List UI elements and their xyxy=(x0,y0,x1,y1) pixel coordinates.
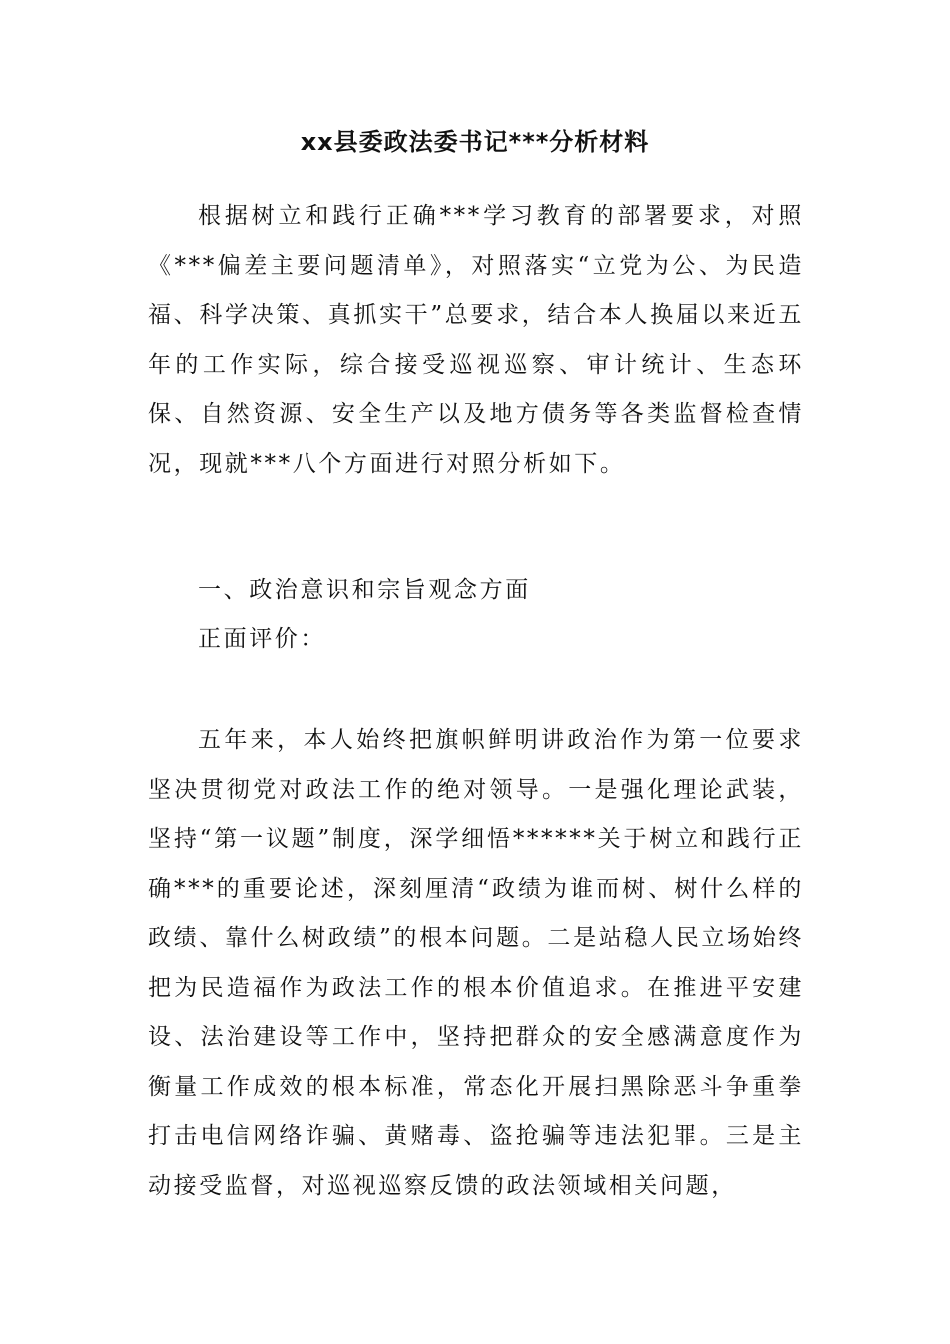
sub-heading-block xyxy=(148,615,804,665)
document-title: xx县委政法委书记***分析材料 xyxy=(300,128,650,156)
section-heading: 一、政治意识和宗旨观念方面 xyxy=(198,577,531,603)
sub-heading: 正面评价： xyxy=(198,626,326,652)
intro-paragraph-block xyxy=(148,192,804,489)
section-heading-block xyxy=(148,566,804,616)
body-paragraph: 五年来，本人始终把旗帜鲜明讲政治作为第一位要求坚决贯彻党对政法工作的绝对领导。一是强化理论武装，坚持“第一议题”制度，深学细悟******关于树立和践行正确***的重要论述，深刻厘清“政绩为谁而树、树什么样的政绩、靠什么树政绩”的根本问题。二是站稳人民立场始终把为民造福作为政法工作的根本价值追求。在推进平安建设、法治建设等工作中，坚持把群众的安全感满意度作为衡量工作成效的根本标准，常态化开展扫黑除恶斗争重拳打击电信网络诈骗、黄赌毒、盗抢骗等违法犯罪。三是主动接受监督，对巡视巡察反馈的政法领域相关问题， xyxy=(148,727,804,1199)
body-paragraph-block xyxy=(148,716,804,1211)
intro-paragraph: 根据树立和践行正确***学习教育的部署要求，对照《***偏差主要问题清单》，对照落实“立党为公、为民造福、科学决策、真抓实干”总要求，结合本人换届以来近五年的工作实际，综合接受巡视巡察、审计统计、生态环保、自然资源、安全生产以及地方债务等各类监督检查情况，现就***八个方面进行对照分析如下。 xyxy=(148,203,804,477)
